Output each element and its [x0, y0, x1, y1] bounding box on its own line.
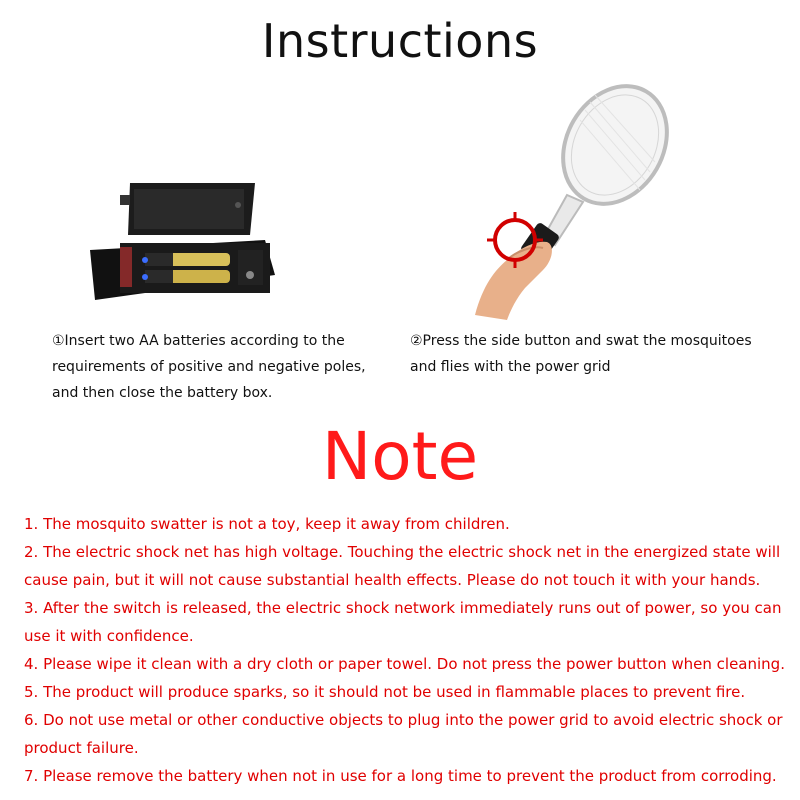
note-item: 3. After the switch is released, the electric shock network immediately runs out of power, so you can use it with confidence.	[24, 599, 782, 645]
page-title: Instructions	[261, 14, 539, 68]
note-item: 6. Do not use metal or other conductive objects to plug into the power grid to avoid electric shock or product failure.	[24, 711, 783, 757]
battery-box-image	[90, 175, 290, 315]
note-item: 7. Please remove the battery when not in use for a long time to prevent the product from corroding.	[24, 767, 777, 785]
racket-hand-image	[455, 80, 675, 320]
notes-list	[24, 510, 796, 790]
note-title: Note	[321, 418, 479, 495]
note-item: 4. Please wipe it clean with a dry cloth or paper towel. Do not press the power button when cleaning.	[24, 655, 785, 673]
note-item: 2. The electric shock net has high voltage. Touching the electric shock net in the energized state will cause pain, but it will not cause substantial health effects. Please do not touch it with your hands.	[24, 543, 781, 589]
note-item: 1. The mosquito swatter is not a toy, keep it away from children.	[24, 515, 510, 533]
step-1-text: ①Insert two AA batteries according to the requirements of positive and negative poles, and then close the battery box.	[52, 333, 366, 401]
step-2-text: ②Press the side button and swat the mosquitoes and flies with the power grid	[410, 333, 752, 375]
note-item: 5. The product will produce sparks, so it should not be used in flammable places to prevent fire.	[24, 683, 746, 701]
